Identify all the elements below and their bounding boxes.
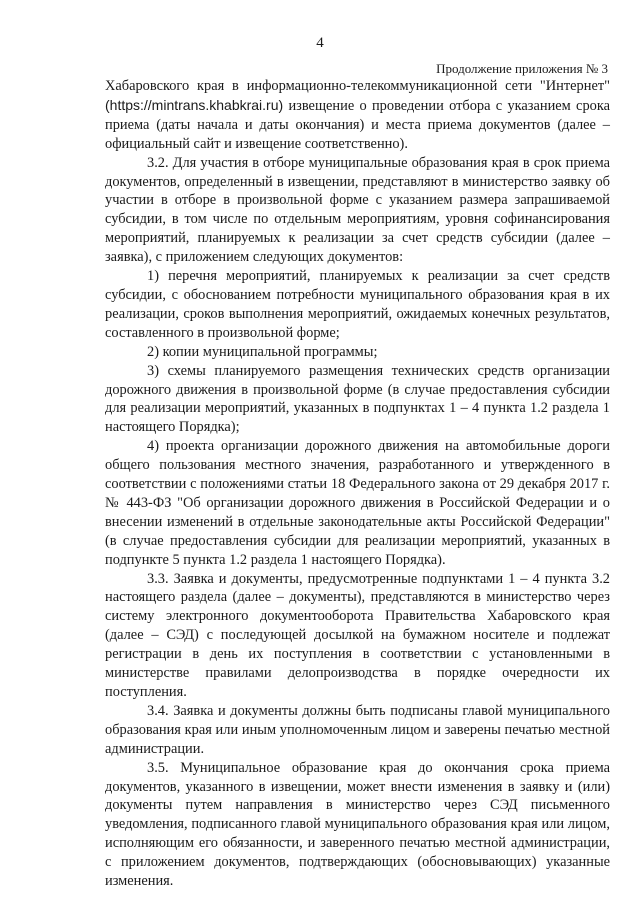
page-number: 4 xyxy=(316,35,324,51)
list-item-3: 3) схемы планируемого размещения технических средств организации дорожного движения в произвольной форме (в случае предоставления субсидии для реализации мероприятий, указанных в подпунктах 1 – 4 пункта 1.2 раздела 1 настоящего Порядка); xyxy=(105,362,610,436)
paragraph-3-4: 3.4. Заявка и документы должны быть подписаны главой муниципального образования края или иным уполномоченным лицом и заверены печатью местной администрации. xyxy=(105,702,610,757)
paragraph-text: извещение о проведении отбора с указанием срока приема (даты начала и даты окончания) и места приема документов (далее – официальный сайт и извещение соответственно). xyxy=(105,97,610,152)
paragraph-3-2: 3.2. Для участия в отборе муниципальные образования края в срок приема документов, определенный в извещении, представляют в министерство заявку об участии в отборе в произвольной форме с указанием размера запрашиваемой субсидии, в том числе по отдельным мероприятиям, уровня софинансирования мероприятий, планируемых к реализации за счет средств субсидии (далее – заявка), с приложением следующих документов: xyxy=(105,154,610,266)
paragraph-site-notice xyxy=(105,77,610,154)
continuation-header: Продолжение приложения № 3 xyxy=(436,61,608,76)
paragraph-text: Хабаровского края в информационно-телекоммуникационной сети "Интернет" xyxy=(105,78,610,94)
paragraph-3-3: 3.3. Заявка и документы, предусмотренные подпунктами 1 – 4 пункта 3.2 настоящего раздела (далее – документы), представляются в министерство через систему электронного документооборота Правительства Хабаровского края (далее – СЭД) с последующей досылкой на бумажном носителе и подлежат регистрации в день их поступления в соответствии с установленными в министерстве правилами делопроизводства в порядке очередности их поступления. xyxy=(105,570,610,700)
list-item-2: 2) копии муниципальной программы; xyxy=(147,343,378,360)
document-body xyxy=(105,77,610,891)
website-url: (https://mintrans.khabkrai.ru) xyxy=(105,96,284,113)
list-item-1: 1) перечня мероприятий, планируемых к реализации за счет средств субсидии, с обоснованием потребности муниципального образования края в их реализации, сроков выполнения мероприятий, ожидаемых конечных результатов, составленного в произвольной форме; xyxy=(105,268,610,341)
paragraph-3-5: 3.5. Муниципальное образование края до окончания срока приема документов, указанного в извещении, может внести изменения в заявку и (или) документы путем направления в министерство через СЭД письменного уведомления, подписанного главой муниципального образования края или лицом, исполняющим его обязанности, и заверенного печатью местной администрации, с приложением документов, подтверждающих (обосновывающих) указанные изменения. xyxy=(105,759,610,890)
list-item-4: 4) проекта организации дорожного движения на автомобильные дороги общего пользования местного значения, разработанного и утвержденного в соответствии с положениями статьи 18 Федерального закона от 29 декабря 2017 г. № 443-ФЗ "Об организации дорожного движения в Российской Федерации и о внесении изменений в отдельные законодательные акты Российской Федерации" (в случае предоставления субсидии для реализации мероприятий, указанных в подпункте 5 пункта 1.2 раздела 1 настоящего Порядка). xyxy=(105,438,610,568)
